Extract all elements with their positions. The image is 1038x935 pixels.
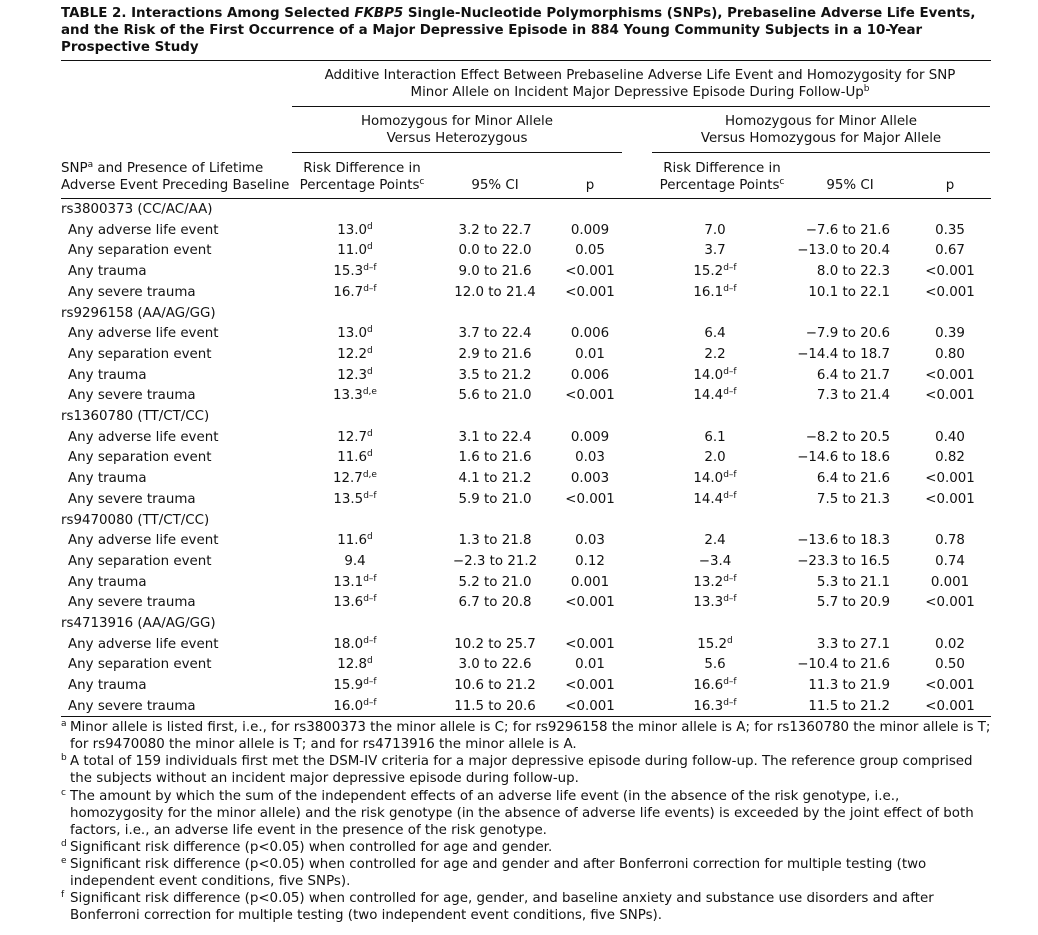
risk-difference-cell [660, 594, 770, 611]
group2-heading [652, 113, 990, 147]
significance-mark: d [367, 242, 373, 253]
risk-difference-value: 5.6 [704, 657, 726, 673]
significance-mark: d,e [362, 387, 377, 398]
ci-cell: 1.6 to 21.6 [458, 450, 532, 466]
event-label: Any separation event [68, 243, 212, 259]
significance-mark: d–f [723, 263, 737, 274]
significance-mark: d–f [723, 387, 737, 398]
event-label: Any severe trauma [68, 491, 196, 507]
stub-heading-line-2: Adverse Event Preceding Baseline [61, 178, 290, 193]
group1-line-1: Homozygous for Minor Allele [360, 114, 554, 129]
event-label: Any separation event [68, 450, 212, 466]
risk-difference-value: 11.6 [337, 533, 368, 549]
risk-difference-cell [300, 698, 410, 715]
group2-line-2: Versus Homozygous for Major Allele [700, 131, 942, 146]
significance-mark: d [367, 656, 373, 667]
event-label: Any adverse life event [68, 533, 219, 549]
risk-difference-cell [660, 636, 770, 653]
rd-heading-2-line-2: Percentage Points$^c$ [659, 177, 785, 193]
risk-difference-value: 12.7 [333, 471, 363, 487]
risk-difference-value: 13.3 [333, 388, 363, 404]
risk-difference-value: 9.4 [344, 553, 366, 569]
bottom-rule [61, 716, 991, 717]
stub-heading-line-1: SNP$^a$ and Presence of Lifetime [61, 160, 264, 176]
footnote-mark: b [61, 753, 67, 763]
p-value-cell: 0.74 [935, 553, 965, 569]
ci-cell: 10.6 to 21.2 [454, 678, 536, 694]
ci-cell: 3.2 to 22.7 [458, 222, 532, 238]
ci-cell: 3.5 to 21.2 [458, 367, 532, 383]
ci-cell: 9.0 to 21.6 [458, 264, 532, 280]
stub-heading [61, 160, 289, 194]
risk-difference-cell [300, 284, 410, 301]
risk-difference-cell [300, 532, 410, 549]
footnote [61, 788, 991, 839]
risk-difference-cell [300, 574, 410, 591]
risk-difference-value: 6.4 [704, 326, 726, 342]
ci-cell: −7.9 to 20.6 [805, 326, 890, 342]
risk-difference-value: 15.3 [333, 264, 364, 280]
risk-difference-value: 12.8 [337, 657, 368, 673]
top-rule [61, 60, 991, 61]
p-value-cell: 0.009 [570, 222, 610, 238]
ci-cell: 2.9 to 21.6 [458, 346, 532, 362]
footnote-text: Significant risk difference (p<0.05) when controlled for age and gender and after Bonferroni correction for multiple testing (two independent event conditions, five SNPs). [70, 857, 927, 889]
ci-heading-2: 95% CI [826, 178, 874, 193]
risk-difference-value: 7.0 [704, 222, 726, 238]
risk-difference-value: 13.0 [337, 222, 368, 238]
footnote [61, 753, 991, 787]
ci-cell: 3.0 to 22.6 [458, 657, 532, 673]
ci-cell: 1.3 to 21.8 [458, 533, 532, 549]
risk-difference-cell [660, 367, 770, 384]
p-value-cell: 0.35 [935, 222, 965, 238]
significance-mark: d–f [723, 697, 737, 708]
risk-difference-value: 2.4 [704, 533, 726, 549]
footnote [61, 890, 991, 924]
risk-difference-cell [660, 242, 770, 259]
group1-rule [292, 152, 622, 153]
risk-difference-cell [660, 553, 770, 570]
p-value-cell: 0.05 [575, 243, 605, 259]
ci-cell: −8.2 to 20.5 [805, 429, 890, 445]
ci-cell: 10.2 to 25.7 [454, 636, 536, 652]
risk-difference-value: 18.0 [333, 636, 364, 652]
risk-difference-cell [300, 263, 410, 280]
significance-mark: d–f [723, 366, 737, 377]
p-value-cell: 0.01 [575, 346, 605, 362]
risk-difference-value: 16.1 [693, 284, 724, 300]
p-value-cell: 0.006 [570, 326, 610, 342]
significance-mark: d–f [363, 677, 377, 688]
stub-footnote-mark: a [87, 160, 94, 170]
risk-difference-value: 13.2 [693, 574, 724, 590]
p-value-cell: 0.03 [575, 450, 605, 466]
spanner-line-2: Minor Allele on Incident Major Depressive Episode During Follow-Up$^b$ [410, 84, 870, 100]
event-label: Any trauma [68, 367, 147, 383]
ci-cell: −13.0 to 20.4 [797, 243, 890, 259]
ci-cell: 3.1 to 22.4 [458, 429, 532, 445]
p-value-cell: 0.80 [935, 346, 965, 362]
ci-cell: 11.3 to 21.9 [808, 678, 890, 694]
ci-cell: 5.9 to 21.0 [458, 491, 532, 507]
risk-difference-cell [660, 429, 770, 446]
risk-difference-value: 12.7 [337, 429, 368, 445]
risk-difference-cell [300, 449, 410, 466]
p-value-cell: 0.82 [935, 450, 965, 466]
risk-difference-value: 14.4 [693, 388, 724, 404]
p-value-cell: <0.001 [925, 491, 975, 507]
event-label: Any severe trauma [68, 595, 196, 611]
risk-difference-value: 14.0 [693, 471, 724, 487]
p-value-cell: <0.001 [925, 698, 975, 714]
footnote-mark: e [61, 856, 67, 866]
significance-mark: d–f [723, 490, 737, 501]
ci-cell: 5.7 to 20.9 [816, 595, 890, 611]
ci-cell: −23.3 to 16.5 [797, 553, 890, 569]
snp-group-label: rs9470080 (TT/CT/CC) [61, 512, 210, 528]
p-value-cell: <0.001 [925, 388, 975, 404]
risk-difference-value: 15.9 [333, 678, 364, 694]
footnote-text: Significant risk difference (p<0.05) when controlled for age, gender, and baseline anxiety and substance use disorders and after Bonferroni correction for multiple testing (two independent event conditions, five SNPs). [70, 891, 934, 923]
ci-cell: 6.7 to 20.8 [458, 595, 532, 611]
risk-difference-cell [300, 367, 410, 384]
p-value-cell: <0.001 [925, 284, 975, 300]
risk-difference-value: 13.1 [333, 574, 364, 590]
p-value-cell: 0.01 [575, 657, 605, 673]
risk-difference-cell [660, 284, 770, 301]
header-rule [61, 198, 991, 199]
event-label: Any separation event [68, 657, 212, 673]
risk-difference-value: 14.0 [693, 367, 724, 383]
group2-rule [652, 152, 990, 153]
spanner-rule [292, 106, 990, 107]
p-value-cell: <0.001 [925, 264, 975, 280]
event-label: Any separation event [68, 346, 212, 362]
risk-difference-value: 16.3 [693, 698, 724, 714]
significance-mark: d–f [363, 635, 377, 646]
ci-cell: 11.5 to 20.6 [454, 698, 536, 714]
p-value-cell: <0.001 [565, 595, 615, 611]
p-heading-2: p [945, 178, 955, 193]
ci-cell: 5.6 to 21.0 [458, 388, 532, 404]
event-label: Any adverse life event [68, 636, 219, 652]
footnote-text: A total of 159 individuals first met the DSM-IV criteria for a major depressive episode during follow-up. The reference group comprised the subjects without an incident major depressive episode during follow-up. [70, 754, 973, 786]
p-value-cell: 0.003 [570, 471, 610, 487]
snp-group-label: rs9296158 (AA/AG/GG) [61, 305, 216, 321]
risk-difference-value: 13.5 [333, 491, 364, 507]
risk-difference-cell [300, 346, 410, 363]
ci-cell: 6.4 to 21.7 [816, 367, 890, 383]
risk-difference-cell [300, 594, 410, 611]
risk-difference-value: 2.2 [704, 346, 726, 362]
title-gene: FKBP5 [354, 6, 404, 21]
risk-difference-cell [300, 222, 410, 239]
p-value-cell: <0.001 [565, 678, 615, 694]
event-label: Any trauma [68, 678, 147, 694]
ci-cell: −14.6 to 18.6 [797, 450, 890, 466]
p-value-cell: <0.001 [925, 678, 975, 694]
ci-cell: 5.2 to 21.0 [458, 574, 532, 590]
p-value-cell: 0.006 [570, 367, 610, 383]
risk-difference-value: 2.0 [704, 450, 726, 466]
spanner-heading [290, 67, 990, 101]
risk-difference-value: 16.6 [693, 678, 724, 694]
group1-heading [292, 113, 622, 147]
ci-cell: 4.1 to 21.2 [458, 471, 532, 487]
significance-mark: d–f [363, 283, 377, 294]
significance-mark: d–f [723, 594, 737, 605]
significance-mark: d [367, 366, 373, 377]
ci-cell: 12.0 to 21.4 [454, 284, 536, 300]
risk-difference-value: 11.6 [337, 450, 368, 466]
significance-mark: d–f [363, 263, 377, 274]
ci-cell: 7.3 to 21.4 [816, 388, 890, 404]
risk-difference-value: −3.4 [698, 553, 732, 569]
footnote-mark: d [61, 839, 67, 849]
spanner-footnote-mark: b [863, 84, 870, 94]
significance-mark: d–f [363, 573, 377, 584]
event-label: Any severe trauma [68, 388, 196, 404]
risk-difference-cell [660, 449, 770, 466]
risk-difference-value: 12.2 [337, 346, 368, 362]
risk-difference-value: 16.7 [333, 284, 364, 300]
p-value-cell: 0.67 [935, 243, 965, 259]
risk-difference-cell [660, 325, 770, 342]
group2-line-1: Homozygous for Minor Allele [724, 114, 918, 129]
risk-difference-cell [660, 698, 770, 715]
rd-heading-1-line-1: Risk Difference in [303, 161, 421, 176]
p-heading-1: p [585, 178, 595, 193]
event-label: Any adverse life event [68, 429, 219, 445]
rd-heading-1-line-2: Percentage Points$^c$ [299, 177, 425, 193]
footnote [61, 856, 991, 890]
rd-heading-2 [652, 160, 792, 194]
significance-mark: d [367, 532, 373, 543]
risk-difference-cell [660, 222, 770, 239]
event-label: Any trauma [68, 264, 147, 280]
risk-difference-cell [660, 387, 770, 404]
p-value-cell: <0.001 [565, 388, 615, 404]
footnote-mark: f [61, 890, 65, 900]
ci-cell: 7.5 to 21.3 [816, 491, 890, 507]
significance-mark: d–f [723, 470, 737, 481]
risk-difference-value: 14.4 [693, 491, 724, 507]
ci-heading-1: 95% CI [471, 178, 519, 193]
snp-group-label: rs4713916 (AA/AG/GG) [61, 616, 216, 631]
risk-difference-cell [300, 491, 410, 508]
significance-mark: d–f [723, 283, 737, 294]
snp-group-label: rs3800373 (CC/AC/AA) [61, 202, 213, 217]
significance-mark: d–f [723, 677, 737, 688]
ci-cell: −10.4 to 21.6 [797, 657, 890, 673]
ci-cell: −13.6 to 18.3 [797, 533, 890, 549]
footnote-text: Significant risk difference (p<0.05) when controlled for age and gender. [70, 840, 553, 855]
significance-mark: d [367, 325, 373, 336]
event-label: Any adverse life event [68, 222, 219, 238]
risk-difference-cell [300, 636, 410, 653]
event-label: Any adverse life event [68, 326, 219, 342]
p-value-cell: <0.001 [925, 471, 975, 487]
ci-cell: 6.4 to 21.6 [816, 471, 890, 487]
p-value-cell: <0.001 [565, 636, 615, 652]
risk-difference-cell [660, 346, 770, 363]
snp-group-label: rs1360780 (TT/CT/CC) [61, 409, 210, 424]
ci-cell: 8.0 to 22.3 [816, 264, 890, 280]
risk-difference-value: 13.6 [333, 595, 364, 611]
ci-cell: 11.5 to 21.2 [808, 698, 890, 714]
risk-difference-cell [300, 656, 410, 673]
p-value-cell: 0.39 [935, 326, 965, 342]
p-value-cell: <0.001 [565, 698, 615, 714]
significance-mark: d–f [363, 594, 377, 605]
footnote-text: Minor allele is listed first, i.e., for rs3800373 the minor allele is C; for rs9296158 the minor allele is A; for rs1360780 the minor allele is T; for rs9470080 the minor allele is T; and for rs4713916 the minor allele is A. [70, 720, 991, 752]
footnote [61, 719, 991, 753]
significance-mark: d–f [363, 490, 377, 501]
ci-cell: −7.6 to 21.6 [805, 222, 890, 238]
ci-cell: −14.4 to 18.7 [797, 346, 890, 362]
risk-difference-value: 13.3 [693, 595, 724, 611]
risk-difference-cell [660, 470, 770, 487]
risk-difference-value: 6.1 [704, 429, 726, 445]
risk-difference-cell [660, 263, 770, 280]
table-title [61, 5, 1001, 56]
risk-difference-cell [660, 656, 770, 673]
p-value-cell: 0.001 [930, 574, 970, 590]
spanner-line-1: Additive Interaction Effect Between Prebaseline Adverse Life Event and Homozygosity for SNP [324, 68, 956, 83]
p-value-cell: 0.12 [575, 553, 605, 569]
p-value-cell: 0.009 [570, 429, 610, 445]
group1-line-2: Versus Heterozygous [386, 131, 528, 146]
risk-difference-value: 16.0 [333, 698, 364, 714]
ci-cell: 3.3 to 27.1 [816, 636, 890, 652]
p-value-cell: 0.78 [935, 533, 965, 549]
significance-mark: d–f [363, 697, 377, 708]
risk-difference-cell [300, 470, 410, 487]
footnote [61, 839, 991, 856]
ci-cell: 10.1 to 22.1 [808, 284, 890, 300]
event-label: Any severe trauma [68, 698, 196, 714]
risk-difference-cell [300, 429, 410, 446]
risk-difference-cell [300, 677, 410, 694]
ci-cell: 5.3 to 21.1 [816, 574, 890, 590]
ci-cell: 3.7 to 22.4 [458, 326, 532, 342]
event-label: Any trauma [68, 471, 147, 487]
risk-difference-cell [660, 677, 770, 694]
risk-difference-cell [660, 532, 770, 549]
footnote-mark: a [61, 719, 67, 729]
significance-mark: d–f [723, 573, 737, 584]
significance-mark: d [367, 345, 373, 356]
rd-heading-2-line-1: Risk Difference in [663, 161, 781, 176]
risk-difference-cell [300, 242, 410, 259]
risk-difference-cell [660, 491, 770, 508]
footnote-mark: c [61, 788, 66, 798]
risk-difference-cell [300, 325, 410, 342]
p-value-cell: <0.001 [565, 284, 615, 300]
p-value-cell: <0.001 [565, 264, 615, 280]
risk-difference-cell [300, 553, 410, 570]
significance-mark: d [367, 221, 373, 232]
title-prefix: TABLE 2. Interactions Among Selected [61, 6, 355, 21]
risk-difference-value: 15.2 [697, 636, 728, 652]
risk-difference-value: 13.0 [337, 326, 368, 342]
event-label: Any trauma [68, 574, 147, 590]
rd-heading-1 [292, 160, 432, 194]
p-value-cell: 0.50 [935, 657, 965, 673]
risk-difference-cell [660, 574, 770, 591]
significance-mark: d [727, 635, 733, 646]
p-value-cell: 0.03 [575, 533, 605, 549]
risk-difference-value: 12.3 [337, 367, 368, 383]
significance-mark: d [367, 449, 373, 460]
ci-cell: 0.0 to 22.0 [458, 243, 532, 259]
footnote-text: The amount by which the sum of the independent effects of an adverse life event (in the absence of the risk genotype, i.e., homozygosity for the minor allele) and the risk genotype (in the absence of adverse life events) is exceeded by the joint effect of both factors, i.e., an adverse life event in the presence of the risk genotype. [70, 789, 974, 838]
title-suffix: Single-Nucleotide Polymorphisms (SNPs), Prebaseline Adverse Life Events, and the Risk of the First Occurrence of a Major Depressive Episode in 884 Young Community Subjects in a 10-Year Prospective Study [61, 6, 976, 55]
risk-difference-value: 15.2 [693, 264, 724, 280]
p-value-cell: 0.001 [570, 574, 610, 590]
significance-mark: d [367, 428, 373, 439]
p-value-cell: <0.001 [925, 367, 975, 383]
p-value-cell: <0.001 [565, 491, 615, 507]
risk-difference-value: 3.7 [704, 243, 726, 259]
risk-difference-cell [300, 387, 410, 404]
p-value-cell: <0.001 [925, 595, 975, 611]
p-value-cell: 0.02 [935, 636, 965, 652]
event-label: Any severe trauma [68, 284, 196, 300]
ci-cell: −2.3 to 21.2 [452, 553, 538, 569]
significance-mark: d,e [362, 470, 377, 481]
p-value-cell: 0.40 [935, 429, 965, 445]
risk-difference-value: 11.0 [337, 243, 368, 259]
event-label: Any separation event [68, 553, 212, 569]
